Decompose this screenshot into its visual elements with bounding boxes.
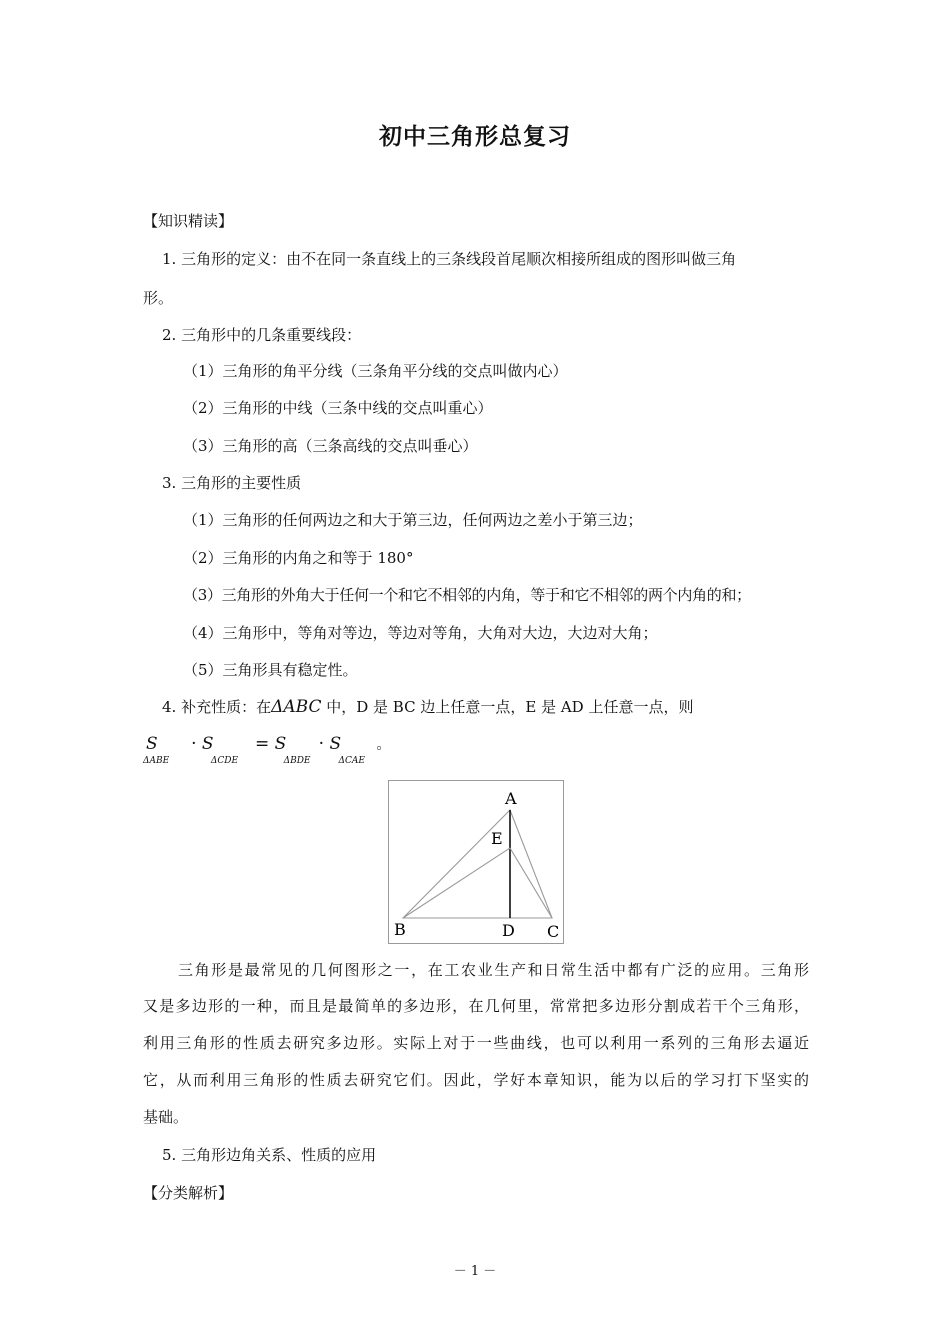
formula-s-cde: S ΔCDE: [201, 734, 239, 766]
item-2-sub-3: （3）三角形的高（三条高线的交点叫垂心）: [183, 437, 478, 455]
formula-s-abe: S ΔABE: [143, 734, 170, 766]
item-3-heading: 3. 三角形的主要性质: [162, 474, 302, 492]
item-3-sub-3: （3）三角形的外角大于任何一个和它不相邻的内角，等于和它不相邻的两个内角的和；: [183, 586, 751, 604]
item-2-sub-2: （2）三角形的中线（三条中线的交点叫重心）: [183, 399, 493, 417]
item-2-sub-1: （1）三角形的角平分线（三条角平分线的交点叫做内心）: [183, 362, 568, 380]
item-3-sub-4: （4）三角形中，等角对等边，等边对等角，大角对大边，大边对大角；: [183, 624, 658, 642]
area-product-formula: [143, 734, 391, 768]
paragraph-line-1: 三角形是最常见的几何图形之一，在工农业生产和日常生活中都有广泛的应用。三角形: [178, 961, 809, 979]
section-heading-knowledge: 【知识精读】: [143, 212, 234, 230]
item-1-line-1: 1. 三角形的定义：由不在同一条直线上的三条线段首尾顺次相接所组成的图形叫做三角: [162, 250, 737, 268]
item-5-heading: 5. 三角形边角关系、性质的应用: [162, 1146, 377, 1164]
paragraph-line-4: 它，从而利用三角形的性质去研究它们。因此，学好本章知识，能为以后的学习打下坚实的: [143, 1071, 809, 1089]
formula-dot-2: ·: [318, 734, 325, 754]
formula-equals: =: [254, 734, 270, 754]
page-number: － 1 －: [453, 1264, 497, 1279]
item-3-sub-1: （1）三角形的任何两边之和大于第三边，任何两边之差小于第三边；: [183, 511, 643, 529]
formula-sub-cae: ΔCAE: [338, 756, 365, 766]
item-4-prefix: 4. 补充性质：在: [162, 698, 272, 716]
item-1-line-2: 形。: [143, 289, 174, 307]
paragraph-line-3: 利用三角形的性质去研究多边形。实际上对于一些曲线，也可以利用一系列的三角形去逼近: [143, 1034, 809, 1052]
triangle-abc-outline: [403, 810, 552, 918]
paragraph-line-2: 又是多边形的一种，而且是最简单的多边形，在几何里，常常把多边形分割成若干个三角形，: [143, 997, 809, 1015]
segment-ec: [510, 848, 552, 918]
item-4-suffix: 中，D 是 BC 边上任意一点，E 是 AD 上任意一点，则: [321, 698, 694, 716]
item-4-text: [162, 697, 693, 717]
label-d: D: [502, 921, 515, 940]
triangle-diagram: [389, 781, 563, 943]
formula-s-bde: S ΔBDE: [274, 734, 311, 766]
paragraph-line-5: 基础。: [143, 1108, 189, 1126]
formula-sub-abe: ΔABE: [143, 756, 170, 766]
section-heading-analysis: 【分类解析】: [143, 1184, 234, 1202]
formula-s-cae: S ΔCAE: [329, 734, 365, 766]
triangle-figure: [388, 780, 564, 944]
label-c: C: [547, 922, 560, 941]
segment-be: [403, 848, 510, 918]
label-e: E: [491, 829, 503, 848]
page-title: 初中三角形总复习: [379, 124, 571, 150]
triangle-abc-symbol: ΔABC: [271, 697, 322, 717]
label-a: A: [505, 789, 517, 808]
label-b: B: [394, 920, 406, 939]
item-3-sub-5: （5）三角形具有稳定性。: [183, 661, 358, 679]
formula-period: 。: [376, 737, 391, 753]
item-2-heading: 2. 三角形中的几条重要线段：: [162, 326, 362, 344]
formula-sub-cde: ΔCDE: [210, 756, 239, 766]
formula-sub-bde: ΔBDE: [283, 756, 311, 766]
item-3-sub-2: （2）三角形的内角之和等于 180°: [183, 549, 414, 567]
formula-dot-1: ·: [191, 734, 197, 754]
